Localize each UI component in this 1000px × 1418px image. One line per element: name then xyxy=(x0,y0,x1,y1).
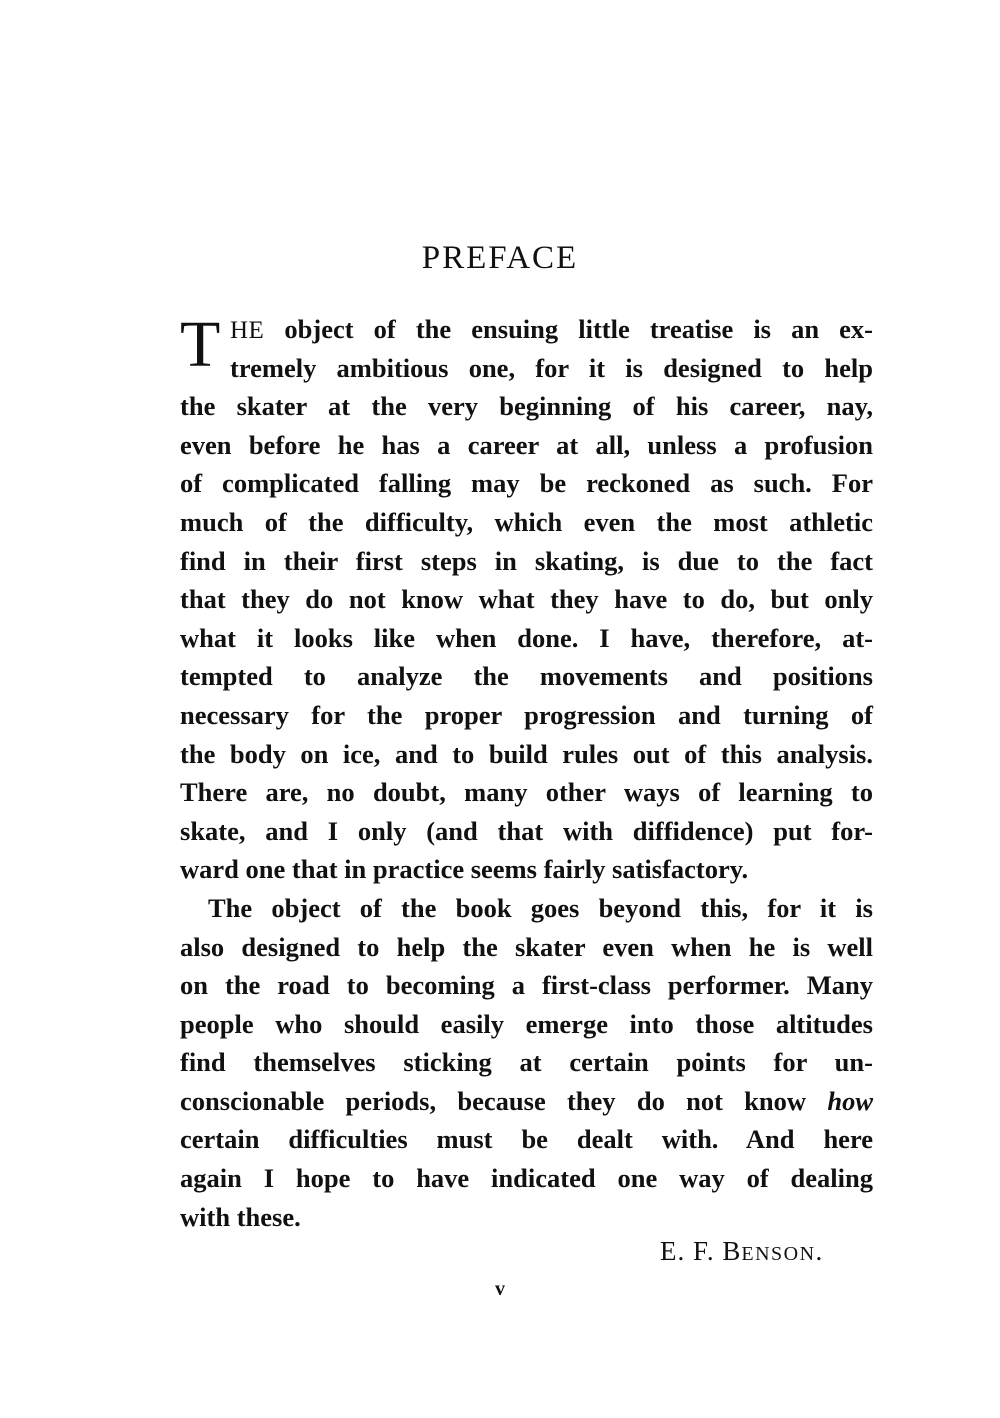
text-line xyxy=(180,1082,873,1121)
text-line: what it looks like when done. I have, therefore, at- xyxy=(180,622,873,653)
signature-initials: E. F. B xyxy=(660,1236,742,1266)
drop-cap: T xyxy=(180,308,221,381)
text-line: find themselves sticking at certain points for un- xyxy=(180,1047,873,1078)
text-line: certain difficulties must be dealt with. And here xyxy=(180,1124,873,1155)
paragraph-1 xyxy=(180,310,873,889)
text-line: find in their first steps in skating, is due to the fact xyxy=(180,545,873,576)
italic-word: how xyxy=(827,1085,873,1116)
text-line xyxy=(180,310,873,349)
text-line: necessary for the proper progression and turning of xyxy=(180,699,873,730)
text-line: the body on ice, and to build rules out of this analysis. xyxy=(180,738,873,769)
preface-body xyxy=(180,310,873,1236)
text-line: with these. xyxy=(180,1201,301,1232)
signature-smallcaps: ENSON xyxy=(741,1243,816,1265)
text-line: people who should easily emerge into those altitudes xyxy=(180,1008,873,1039)
line-text: object of the ensuing little treatise is an ex- xyxy=(264,314,873,344)
page-number: v xyxy=(495,1278,505,1300)
text-line: of complicated falling may be reckoned as such. For xyxy=(180,468,873,499)
text-line: much of the difficulty, which even the most athletic xyxy=(180,506,873,537)
text-line: the skater at the very beginning of his career, nay, xyxy=(180,391,873,422)
text-line: again I hope to have indicated one way of dealing xyxy=(180,1163,873,1194)
page-title: PREFACE xyxy=(421,240,579,276)
text-line: also designed to help the skater even when he is well xyxy=(180,931,873,962)
text-line: ward one that in practice seems fairly satisfactory. xyxy=(180,854,749,885)
text-line: on the road to becoming a first-class performer. Many xyxy=(180,970,873,1001)
drop-cap-rest: HE xyxy=(230,317,265,344)
text-line: The object of the book goes beyond this, for it is xyxy=(208,892,873,923)
author-signature xyxy=(660,1236,823,1267)
text-line: tempted to analyze the movements and positions xyxy=(180,661,873,692)
text-line: skate, and I only (and that with diffidence) put for- xyxy=(180,815,873,846)
text-line: tremely ambitious one, for it is designed to help xyxy=(230,352,873,383)
paragraph-2 xyxy=(180,889,873,1236)
signature-period: . xyxy=(815,1236,824,1266)
text-line: that they do not know what they have to do, but only xyxy=(180,584,873,615)
text-line: even before he has a career at all, unless a profusion xyxy=(180,429,873,460)
text-line: There are, no doubt, many other ways of learning to xyxy=(180,777,873,808)
line-text: conscionable periods, because they do not know xyxy=(180,1085,828,1116)
